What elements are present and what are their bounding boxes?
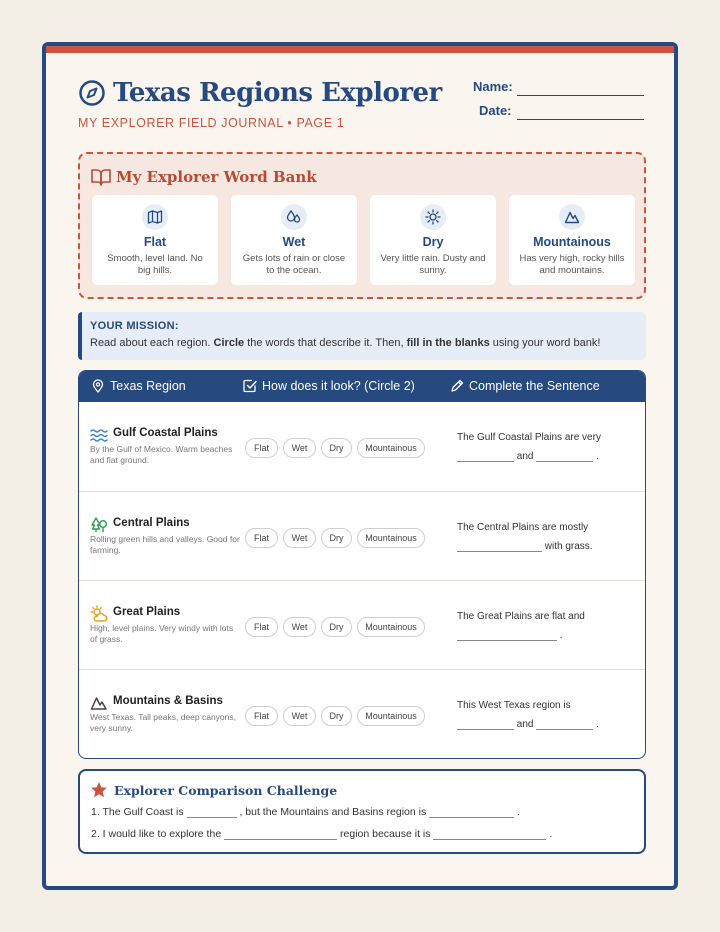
mountain-icon: [564, 209, 580, 225]
chip-dry[interactable]: Dry: [321, 528, 352, 548]
top-accent-bar: [46, 46, 674, 53]
word-bank: [78, 152, 646, 299]
region-name: Gulf Coastal Plains: [113, 427, 218, 439]
sentence-blanks: with grass.: [457, 541, 593, 552]
chip-wet[interactable]: Wet: [283, 438, 316, 458]
compass-icon: [78, 79, 106, 107]
star-icon: [90, 781, 108, 799]
word-card-dry: [370, 195, 496, 285]
sentence-blanks: .: [457, 630, 563, 641]
word-definition: Gets lots of rain or close to the ocean.: [242, 253, 346, 276]
challenge-line-1: 1. The Gulf Coast is , but the Mountains and Basins region is .: [91, 806, 520, 818]
sentence-prompt: This West Texas region is: [457, 700, 571, 711]
chip-flat[interactable]: Flat: [245, 528, 278, 548]
name-field[interactable]: [517, 95, 644, 96]
chip-flat[interactable]: Flat: [245, 617, 278, 637]
waves-icon: [90, 426, 108, 444]
region-description: High, level plains. Very windy with lots of grass.: [90, 623, 234, 644]
blank-field[interactable]: [457, 720, 514, 730]
word-definition: Very little rain. Dusty and sunny.: [380, 253, 486, 276]
date-field[interactable]: [517, 119, 644, 120]
mission-text: Read about each region. Circle the words that describe it. Then, fill in the blanks using your word bank!: [90, 337, 601, 349]
word-card-mountainous: [509, 195, 635, 285]
chip-wet[interactable]: Wet: [283, 528, 316, 548]
sentence-blanks: and .: [457, 719, 599, 730]
trees-icon: [90, 516, 108, 534]
chip-dry[interactable]: Dry: [321, 617, 352, 637]
word-label: Mountainous: [533, 235, 611, 249]
chip-wet[interactable]: Wet: [283, 617, 316, 637]
page-title: Texas Regions Explorer: [113, 78, 442, 108]
table-row: [79, 491, 645, 580]
header-sentence: Complete the Sentence: [469, 379, 600, 393]
word-label: Flat: [143, 235, 167, 249]
pencil-icon: [450, 379, 464, 393]
blank-field[interactable]: [536, 452, 593, 462]
chip-mountainous[interactable]: Mountainous: [357, 706, 425, 726]
table-row: [79, 580, 645, 669]
region-description: Rolling green hills and valleys. Good for farming.: [90, 534, 240, 555]
page-subtitle: MY EXPLORER FIELD JOURNAL • PAGE 1: [78, 116, 345, 130]
blank-field[interactable]: [536, 720, 593, 730]
sentence-prompt: The Gulf Coastal Plains are very: [457, 432, 601, 443]
name-label: Name:: [473, 79, 513, 94]
worksheet: [42, 42, 678, 890]
cloud-sun-icon: [90, 605, 108, 623]
word-definition: Has very high, rocky hills and mountains.: [519, 253, 625, 276]
map-icon: [147, 209, 163, 225]
table-row: [79, 402, 645, 491]
chip-mountainous[interactable]: Mountainous: [357, 528, 425, 548]
sun-icon: [425, 209, 441, 225]
challenge-line-2: 2. I would like to explore the region because it is .: [91, 828, 553, 840]
region-name: Great Plains: [113, 606, 181, 618]
mountain-icon: [90, 694, 108, 712]
blank-field[interactable]: [429, 808, 514, 818]
sentence-prompt: The Great Plains are flat and: [457, 611, 585, 622]
word-label: Wet: [282, 235, 306, 249]
sentence-blanks: and .: [457, 451, 599, 462]
book-open-icon: [91, 168, 111, 186]
blank-field[interactable]: [224, 830, 337, 840]
header-look: How does it look? (Circle 2): [262, 379, 415, 393]
blank-field[interactable]: [187, 808, 237, 818]
region-description: By the Gulf of Mexico. Warm beaches and flat ground.: [90, 444, 233, 465]
chip-mountainous[interactable]: Mountainous: [357, 438, 425, 458]
map-pin-icon: [91, 379, 105, 393]
word-card-flat: [92, 195, 218, 285]
table-header: [79, 371, 645, 402]
region-description: West Texas. Tall peaks, deep canyons, very sunny.: [90, 712, 237, 733]
chip-dry[interactable]: Dry: [321, 706, 352, 726]
chip-flat[interactable]: Flat: [245, 706, 278, 726]
blank-field[interactable]: [433, 830, 546, 840]
droplets-icon: [286, 209, 302, 225]
comparison-challenge: [78, 769, 646, 854]
mission-box: [78, 312, 646, 360]
chip-flat[interactable]: Flat: [245, 438, 278, 458]
blank-field[interactable]: [457, 452, 514, 462]
regions-table: [78, 370, 646, 759]
word-definition: Smooth, level land. No big hills.: [107, 253, 203, 276]
word-label: Dry: [422, 235, 444, 249]
word-bank-title: My Explorer Word Bank: [116, 168, 317, 186]
region-name: Mountains & Basins: [113, 695, 223, 707]
chip-dry[interactable]: Dry: [321, 438, 352, 458]
blank-field[interactable]: [457, 542, 542, 552]
chip-wet[interactable]: Wet: [283, 706, 316, 726]
word-card-wet: [231, 195, 357, 285]
challenge-title: Explorer Comparison Challenge: [114, 783, 338, 798]
sentence-prompt: The Central Plains are mostly: [457, 522, 589, 533]
date-label: Date:: [479, 103, 512, 118]
header-region: Texas Region: [110, 379, 186, 393]
region-name: Central Plains: [113, 517, 190, 529]
blank-field[interactable]: [457, 631, 557, 641]
chip-mountainous[interactable]: Mountainous: [357, 617, 425, 637]
checkbox-icon: [243, 379, 257, 393]
mission-label: YOUR MISSION:: [90, 320, 179, 332]
table-row: [79, 669, 645, 759]
